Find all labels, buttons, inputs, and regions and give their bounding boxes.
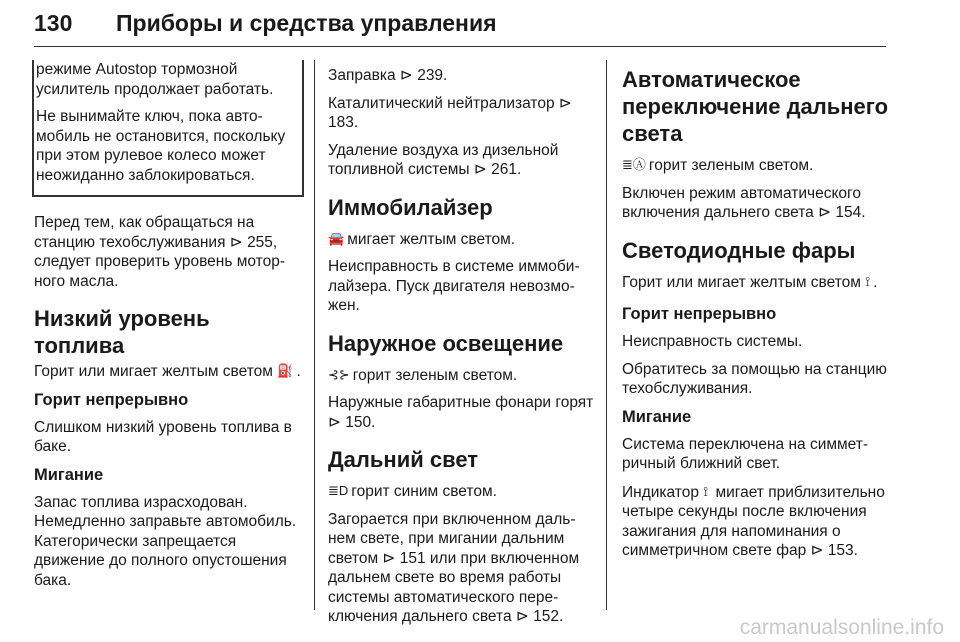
- note-paragraph: Не вынимайте ключ, пока автомобиль не остановится, поскольку при этом рулевое колесо может неожиданно заблокироваться.: [36, 108, 286, 184]
- column-3: [622, 66, 902, 569]
- paragraph: Слишком низкий уровень топлива в баке.: [34, 418, 292, 455]
- immobilizer-icon: 🚘: [328, 230, 345, 246]
- column-divider: [606, 60, 607, 610]
- paragraph: Удаление воздуха из дизельной топливной системы ⊳ 261.: [328, 141, 559, 178]
- paragraph: Включен режим автоматического включения дальнего света ⊳ 154.: [622, 184, 866, 221]
- subheading-blink: Мигание: [34, 465, 104, 484]
- subheading-constant: Горит непрерывно: [622, 305, 777, 323]
- note-paragraph: режиме Autostop тормозной усилитель продолжает работать.: [36, 61, 274, 98]
- watermark: carmanualsonline.info: [739, 616, 944, 639]
- section-heading-fuel: Низкий уровень топлива: [34, 306, 210, 358]
- paragraph: ≣D горит синим светом.: [328, 483, 497, 500]
- led-headlight-icon: ⟟: [865, 273, 871, 289]
- page-header: [34, 10, 886, 50]
- paragraph: Индикатор ⟟ мигает приблизительно четыре секунды после включения зажигания для напоминания о симметричном свете фар ⊳ 153.: [622, 483, 885, 559]
- auto-high-beam-icon: ≣Ⓐ: [622, 157, 646, 172]
- paragraph: Наружные габаритные фонари горят ⊳ 150.: [328, 394, 594, 431]
- section-heading-high-beam: Дальний свет: [328, 447, 479, 472]
- paragraph: Неисправность в системе иммобилайзера. Пуск двигателя невозможен.: [328, 258, 580, 314]
- column-divider: [314, 60, 315, 610]
- column-1: [34, 60, 304, 598]
- subheading-constant: Горит непрерывно: [34, 390, 189, 409]
- paragraph: ⊰⊱ горит зеленым светом.: [328, 366, 518, 384]
- paragraph: Заправка ⊳ 239.: [328, 67, 448, 84]
- paragraph: Загорается при включенном дальнем свете, при мигании дальним светом ⊳ 151 или при включенном дальнем свете во время работы системы автоматического переключения дальнего света ⊳ 152.: [328, 510, 580, 625]
- exterior-light-icon: ⊰⊱: [328, 366, 350, 382]
- section-heading-auto-high-beam: Автоматическое переключение дальнего света: [622, 67, 889, 146]
- page-title: Приборы и средства управления: [116, 10, 497, 36]
- paragraph: Горит или мигает желтым светом ⟟ .: [622, 273, 878, 291]
- paragraph: Система переключена на симметричный ближний свет.: [622, 435, 869, 472]
- subheading-blink: Мигание: [622, 407, 692, 426]
- header-divider: [34, 46, 886, 47]
- paragraph: 🚘 мигает желтым светом.: [328, 230, 516, 248]
- paragraph: ≣Ⓐ горит зеленым светом.: [622, 157, 814, 174]
- led-headlight-icon: ⟟: [703, 483, 709, 499]
- paragraph: Горит или мигает желтым светом ⛽ .: [34, 363, 301, 380]
- paragraph: Каталитический нейтрализатор ⊳ 183.: [328, 94, 572, 131]
- column-2: [328, 66, 596, 635]
- fuel-pump-icon: ⛽: [277, 363, 294, 378]
- page-number: 130: [34, 10, 73, 36]
- section-heading-led: Светодиодные фары: [622, 237, 856, 263]
- paragraph: Перед тем, как обращаться на станцию техобслуживания ⊳ 255, следует проверить уровень моторного масла.: [34, 214, 285, 290]
- warning-box: [32, 60, 304, 197]
- section-heading-exterior-light: Наружное освещение: [328, 330, 564, 356]
- paragraph: Запас топлива израсходован. Немедленно заправьте автомобиль. Категорически запрещается движение до полного опустошения бака.: [34, 493, 297, 589]
- paragraph: Неисправность системы.: [622, 333, 803, 350]
- paragraph: Обратитесь за помощью на станцию техобслуживания.: [622, 360, 887, 397]
- section-heading-immobilizer: Иммобилайзер: [328, 194, 493, 220]
- high-beam-icon: ≣D: [328, 483, 349, 498]
